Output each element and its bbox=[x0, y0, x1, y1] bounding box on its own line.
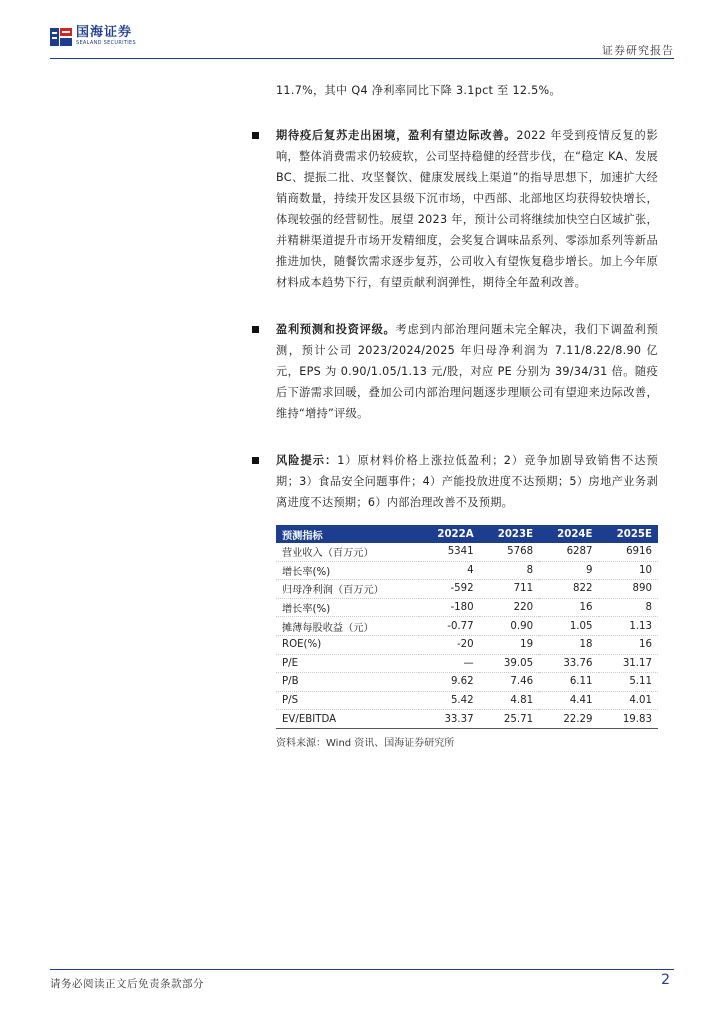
column-header: 2023E bbox=[480, 525, 539, 543]
value-cell: 10 bbox=[599, 561, 659, 580]
paragraph-text: 11.7%，其中 Q4 净利率同比下降 3.1pct 至 12.5%。 bbox=[276, 84, 561, 97]
row-label-cell: P/E bbox=[276, 654, 419, 673]
bullet-square-icon bbox=[252, 326, 259, 333]
table-row bbox=[276, 617, 658, 636]
value-cell: 6916 bbox=[599, 543, 659, 561]
row-label-cell: 营业收入（百万元） bbox=[276, 543, 419, 561]
row-label-cell: 归母净利润（百万元） bbox=[276, 580, 419, 599]
table-row bbox=[276, 543, 658, 561]
column-header: 预测指标 bbox=[276, 525, 419, 543]
value-cell: 4 bbox=[419, 561, 480, 580]
forecast-table bbox=[276, 525, 658, 729]
report-body bbox=[276, 80, 658, 539]
value-cell: 9.62 bbox=[419, 673, 480, 692]
value-cell: 25.71 bbox=[480, 710, 539, 729]
table-row bbox=[276, 654, 658, 673]
table-row bbox=[276, 580, 658, 599]
table-row bbox=[276, 710, 658, 729]
bullet-square-icon bbox=[252, 457, 259, 464]
column-header: 2022A bbox=[419, 525, 480, 543]
paragraph-forecast-rating bbox=[276, 319, 658, 424]
table-row bbox=[276, 635, 658, 654]
value-cell: 711 bbox=[480, 580, 539, 599]
value-cell: 4.01 bbox=[599, 691, 659, 710]
value-cell: 16 bbox=[539, 598, 598, 617]
value-cell: 18 bbox=[539, 635, 598, 654]
value-cell: 5.11 bbox=[599, 673, 659, 692]
logo-mark-icon bbox=[50, 26, 72, 48]
page-number: 2 bbox=[661, 972, 670, 988]
table-row bbox=[276, 673, 658, 692]
value-cell: 1.13 bbox=[599, 617, 659, 636]
value-cell: 5341 bbox=[419, 543, 480, 561]
table-row bbox=[276, 691, 658, 710]
value-cell: 16 bbox=[599, 635, 659, 654]
value-cell: 220 bbox=[480, 598, 539, 617]
header-divider bbox=[50, 58, 674, 59]
row-label-cell: 增长率(%) bbox=[276, 561, 419, 580]
logo-english-name: SEALAND SECURITIES bbox=[76, 40, 136, 46]
paragraph-text: 考虑到内部治理问题未完全解决，我们下调盈利预测，预计公司 2023/2024/2025 年归母净利润为 7.11/8.22/8.90 亿元，EPS 为 0.90/1.05/1.13 元/股，对应 PE 分别为 39/34/31 倍。随疫后下游需求回暖，叠加公司内部治理问题逐步理顺公司有望迎来边际改善，维持“增持”评级。 bbox=[276, 323, 658, 420]
company-logo bbox=[50, 26, 136, 48]
paragraph-risk bbox=[276, 450, 658, 513]
value-cell: 0.90 bbox=[480, 617, 539, 636]
value-cell: 31.17 bbox=[599, 654, 659, 673]
column-header: 2025E bbox=[599, 525, 659, 543]
paragraph-text: 1）原材料价格上涨拉低盈利；2）竞争加剧导致销售不达预期；3）食品安全问题事件；4）产能投放进度不达预期；5）房地产业务剥离进度不达预期；6）内部治理改善不及预期。 bbox=[276, 454, 658, 509]
value-cell: -0.77 bbox=[419, 617, 480, 636]
logo-chinese-name: 国海证券 bbox=[76, 25, 133, 40]
row-label-cell: 增长率(%) bbox=[276, 598, 419, 617]
report-type-label: 证券研究报告 bbox=[602, 44, 674, 57]
paragraph-heading: 期待疫后复苏走出困境，盈利有望边际改善。 bbox=[276, 129, 517, 142]
paragraph-heading: 盈利预测和投资评级。 bbox=[276, 323, 396, 336]
value-cell: 19 bbox=[480, 635, 539, 654]
value-cell: 1.05 bbox=[539, 617, 598, 636]
table-source-note: 资料来源：Wind 资讯、国海证券研究所 bbox=[276, 737, 455, 749]
value-cell: 6287 bbox=[539, 543, 598, 561]
value-cell: -20 bbox=[419, 635, 480, 654]
value-cell: -592 bbox=[419, 580, 480, 599]
value-cell: 33.76 bbox=[539, 654, 598, 673]
paragraph-continuation bbox=[276, 80, 658, 101]
value-cell: 4.41 bbox=[539, 691, 598, 710]
value-cell: 822 bbox=[539, 580, 598, 599]
table-row bbox=[276, 561, 658, 580]
table-header-row bbox=[276, 525, 658, 543]
column-header: 2024E bbox=[539, 525, 598, 543]
value-cell: 6.11 bbox=[539, 673, 598, 692]
value-cell: 4.81 bbox=[480, 691, 539, 710]
value-cell: -180 bbox=[419, 598, 480, 617]
value-cell: 33.37 bbox=[419, 710, 480, 729]
paragraph-text: 2022 年受到疫情反复的影响，整体消费需求仍较疲软，公司坚持稳健的经营步伐，在“稳定 KA、发展 BC、提振二批、攻坚餐饮、健康发展线上渠道”的指导思想下，加速扩大经销商数量，持续开发区县级下沉市场，中西部、北部地区均获得较快增长，体现较强的经营韧性。展望 2023 年，预计公司将继续加快空白区域扩张，并精耕渠道提升市场开发精细度，会奖复合调味品系列、零添加系列等新品推进加快，随餐饮需求逐步复苏，公司收入有望恢复稳步增长。加上今年原材料成本趋势下行，有望贡献利润弹性，期待全年盈利改善。 bbox=[276, 129, 659, 289]
value-cell: 19.83 bbox=[599, 710, 659, 729]
row-label-cell: P/S bbox=[276, 691, 419, 710]
value-cell: 5.42 bbox=[419, 691, 480, 710]
row-label-cell: ROE(%) bbox=[276, 635, 419, 654]
value-cell: 8 bbox=[599, 598, 659, 617]
paragraph-outlook bbox=[276, 125, 658, 293]
bullet-square-icon bbox=[252, 132, 259, 139]
value-cell: 5768 bbox=[480, 543, 539, 561]
value-cell: 39.05 bbox=[480, 654, 539, 673]
row-label-cell: 摊薄每股收益（元） bbox=[276, 617, 419, 636]
value-cell: 890 bbox=[599, 580, 659, 599]
value-cell: 9 bbox=[539, 561, 598, 580]
value-cell: — bbox=[419, 654, 480, 673]
table-row bbox=[276, 598, 658, 617]
paragraph-heading: 风险提示： bbox=[276, 454, 338, 467]
value-cell: 7.46 bbox=[480, 673, 539, 692]
value-cell: 22.29 bbox=[539, 710, 598, 729]
row-label-cell: P/B bbox=[276, 673, 419, 692]
page-header bbox=[0, 0, 724, 62]
row-label-cell: EV/EBITDA bbox=[276, 710, 419, 729]
forecast-table-section bbox=[276, 525, 658, 749]
footer-disclaimer: 请务必阅读正文后免责条款部分 bbox=[50, 978, 204, 990]
value-cell: 8 bbox=[480, 561, 539, 580]
footer-divider bbox=[50, 969, 674, 970]
